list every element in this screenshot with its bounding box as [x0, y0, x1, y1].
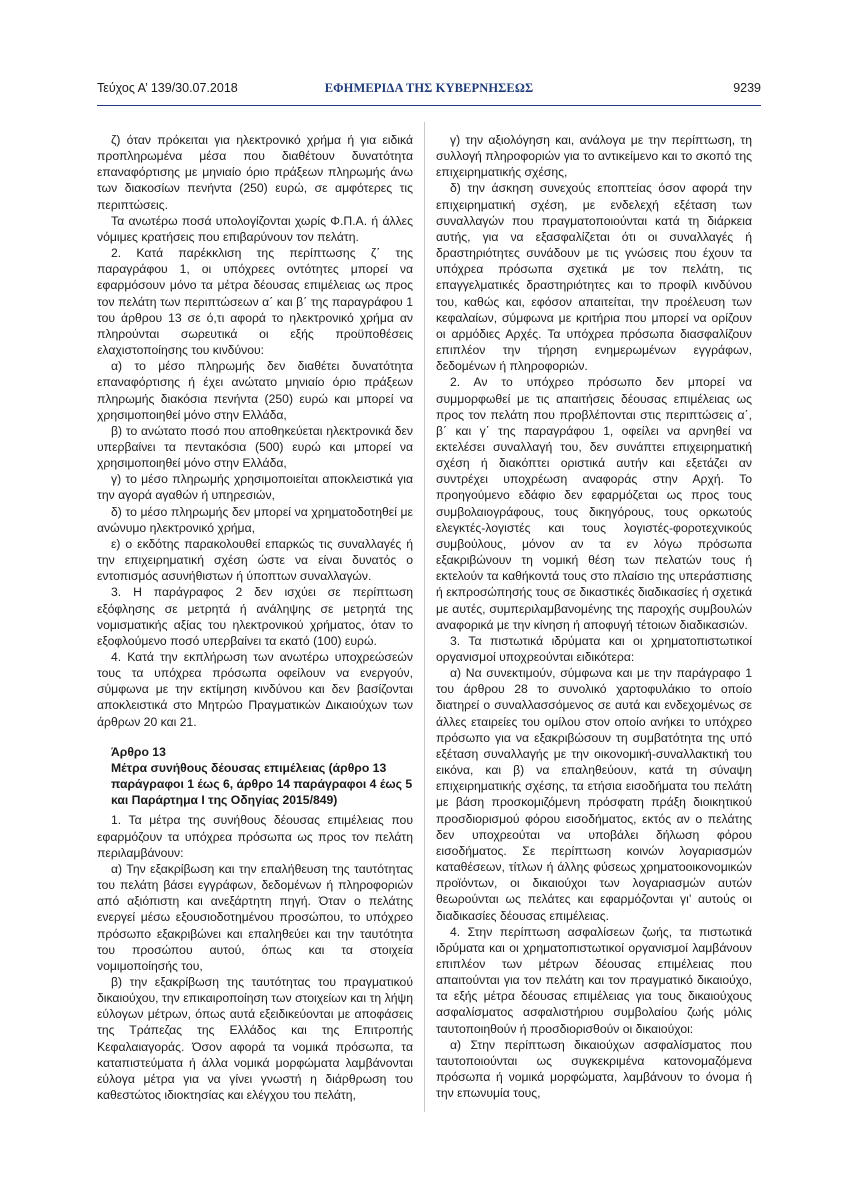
- page-number: 9239: [733, 81, 761, 95]
- paragraph: 1. Τα μέτρα της συνήθους δέουσας επιμέλειας που εφαρμόζουν τα υπόχρεα πρόσωπα ως προς τον πελάτη περιλαμβάνουν:: [97, 813, 413, 860]
- paragraph: 2. Κατά παρέκκλιση της περίπτωσης ζ΄ της παραγράφου 1, οι υπόχρεες οντότητες μπορεί να εφαρμόσουν μόνο τα μέτρα δέουσας επιμέλειας ως προς τον πελάτη των περιπτώσεων α΄ και β΄ της παραγράφου 1 του άρθρου 13 σε ό,τι αφορά το ηλεκτρονικό χρήμα αν πληρούνται σωρευτικά οι εξής προϋποθέσεις ελαχιστοποίησης του κινδύνου:: [97, 246, 413, 358]
- paragraph: δ) την άσκηση συνεχούς εποπτείας όσον αφορά την επιχειρηματική σχέση, με ενδελεχή εξέταση των συναλλαγών που πραγματοποιούνται κατά τη διάρκεια αυτής, για να εξασφαλίζεται ότι οι συναλλαγές ή δραστηριότητες συνάδουν με τις γνώσεις που έχουν τα υπόχρεα πρόσωπα σχετικά με τον πελάτη, τις επαγγελματικές δραστηριότητες και το προφίλ κινδύνου του, καθώς και, εφόσον απαιτείται, την προέλευση των κεφαλαίων, σύμφωνα με κριτήρια που μπορεί να ορίζουν οι αρμόδιες Αρχές. Τα υπόχρεα πρόσωπα διασφαλίζουν επιπλέον την τήρηση ενημερωμένων εγγράφων, δεδομένων ή πληροφοριών.: [436, 181, 752, 374]
- paragraph: α) Την εξακρίβωση και την επαλήθευση της ταυτότητας του πελάτη βάσει εγγράφων, δεδομένων ή πληροφοριών από αξιόπιστη και ανεξάρτητη πηγή. Όταν ο πελάτης ενεργεί μέσω εξουσιοδοτημένου προσώπου, το υπόχρεο πρόσωπο εξακριβώνει και επαληθεύει και την ταυτότητα του προσώπου αυτού, όπως και τα στοιχεία νομιμοποίησής του,: [97, 861, 413, 973]
- paragraph: δ) το μέσο πληρωμής δεν μπορεί να χρηματοδοτηθεί με ανώνυμο ηλεκτρονικό χρήμα,: [97, 504, 413, 535]
- paragraph: Τα ανωτέρω ποσά υπολογίζονται χωρίς Φ.Π.Α. ή άλλες νόμιμες κρατήσεις που επιβαρύνουν τον πελάτη.: [97, 213, 413, 244]
- gazette-title: ΕΦΗΜΕΡΙΔΑ ΤΗΣ ΚΥΒΕΡΝΗΣΕΩΣ: [324, 81, 534, 95]
- header-rule: [97, 105, 761, 106]
- paragraph: 2. Αν το υπόχρεο πρόσωπο δεν μπορεί να συμμορφωθεί με τις απαιτήσεις δέουσας επιμέλειας ως προς τον πελάτη που προβλέπονται στις περιπτώσεις α΄, β΄ και γ΄ της παραγράφου 1, οφείλει να αρνηθεί να εκτελέσει συναλλαγή του, δεν συνάπτει επιχειρηματική σχέση ή διακόπτει οριστικά αυτήν και εξετάζει αν συντρέχει υποχρέωση αναφοράς στην Αρχή. Το προηγούμενο εδάφιο δεν εφαρμόζεται ως προς τους συμβολαιογράφους, τους δικηγόρους, τους ορκωτούς ελεγκτές-λογιστές και τους λογιστές-φοροτεχνικούς συμβούλους, μόνον αν τα εν λόγω πρόσωπα εξακριβώνουν τη νομική θέση των πελατών τους ή εκτελούν τα καθήκοντά τους στο πλαίσιο της υπεράσπισης ή εκπροσώπησής τους σε δικαστικές διαδικασίες ή σχετικά με αυτές, συμπεριλαμβανομένης της παροχής συμβουλών αναφορικά με την κίνηση ή αποφυγή τέτοιων διαδικασιών.: [436, 375, 752, 632]
- paragraph: 3. Η παράγραφος 2 δεν ισχύει σε περίπτωση εξόφλησης σε μετρητά ή ανάληψης σε μετρητά της νομισματικής αξίας του ηλεκτρονικού χρήματος, όταν το εξοφλούμενο ποσό υπερβαίνει τα εκατό (100) ευρώ.: [97, 585, 413, 648]
- article-title: Μέτρα συνήθους δέουσας επιμέλειας (άρθρο 13 παράγραφοι 1 έως 6, άρθρο 14 παράγραφοι 4 έως 5 και Παράρτημα Ι της Οδηγίας 2015/849): [111, 760, 413, 808]
- right-column: [436, 132, 752, 1101]
- paragraph: γ) την αξιολόγηση και, ανάλογα με την περίπτωση, τη συλλογή πληροφοριών για το αντικείμενο και το σκοπό της επιχειρηματικής σχέσης,: [436, 133, 752, 180]
- paragraph: 4. Κατά την εκπλήρωση των ανωτέρω υποχρεώσεών τους τα υπόχρεα πρόσωπα οφείλουν να ενεργούν, σύμφωνα με την εκτίμηση κινδύνου και δεν βασίζονται αποκλειστικά στο Μητρώο Πραγματικών Δικαιούχων των άρθρων 20 και 21.: [97, 650, 413, 729]
- paragraph: α) Στην περίπτωση δικαιούχων ασφαλίσματος που ταυτοποιούνται ως συγκεκριμένα κατονομαζόμενα πρόσωπα ή νομικά μορφώματα, λαμβάνουν το όνομα ή την επωνυμία τους,: [436, 1037, 752, 1101]
- issue-label: Τεύχος Α’ 139/30.07.2018: [97, 81, 238, 95]
- paragraph: 3. Τα πιστωτικά ιδρύματα και οι χρηματοπιστωτικοί οργανισμοί υποχρεούνται ειδικότερα:: [436, 633, 752, 664]
- paragraph: β) το ανώτατο ποσό που αποθηκεύεται ηλεκτρονικά δεν υπερβαίνει τα πεντακόσια (500) ευρώ και μπορεί να χρησιμοποιηθεί μόνο στην Ελλάδα,: [97, 423, 413, 471]
- left-column: [97, 132, 413, 1103]
- paragraph: α) το μέσο πληρωμής δεν διαθέτει δυνατότητα επαναφόρτισης ή έχει ανώτατο μηνιαίο όριο πράξεων πληρωμής διακόσια πενήντα (250) ευρώ και μπορεί να χρησιμοποιηθεί μόνο στην Ελλάδα,: [97, 359, 413, 422]
- paragraph: α) Να συνεκτιμούν, σύμφωνα και με την παράγραφο 1 του άρθρου 28 το συνολικό χαρτοφυλάκιο το οποίο διατηρεί ο συναλλασσόμενος σε αυτά και ενδεχομένως σε άλλες εταιρείες του ομίλου στον οποίο ανήκει το υπόχρεο πρόσωπο για να εξακριβώσουν τη συμβατότητα της υπό εξέταση συναλλαγής με την οικονομική-συναλλακτική του εικόνα, και β) να επαληθεύουν, κατά τη σύναψη επιχειρηματικής σχέσης, τα ετήσια εισοδήματα του πελάτη με βάση προσκομιζόμενη πρόσφατη πράξη διοικητικού προσδιορισμού φόρου εισοδήματος, εκτός αν ο πελάτης δεν υποχρεούται να υποβάλει δήλωση φόρου εισοδήματος. Σε περίπτωση κοινών λογαριασμών καταθέσεων, τίτλων ή άλλης φύσεως χρηματοοικονομικών προϊόντων, οι δικαιούχοι των λογαριασμών αυτών θεωρούνται ως πελάτες και εφαρμόζονται γι’ αυτούς οι διαδικασίες δέουσας επιμέλειας.: [436, 666, 752, 923]
- column-divider: [424, 122, 425, 1112]
- paragraph: γ) το μέσο πληρωμής χρησιμοποιείται αποκλειστικά για την αγορά αγαθών ή υπηρεσιών,: [97, 472, 413, 503]
- paragraph: ε) ο εκδότης παρακολουθεί επαρκώς τις συναλλαγές ή την επιχειρηματική σχέση ώστε να είναι δυνατός ο εντοπισμός ασυνήθιστων ή ύποπτων συναλλαγών.: [97, 536, 413, 584]
- paragraph: ζ) όταν πρόκειται για ηλεκτρονικό χρήμα ή για ειδικά προπληρωμένα μέσα που διαθέτουν δυνατότητα επαναφόρτισης με μηνιαίο όριο πράξεων πληρωμής άνω των διακοσίων πενήντα (250) ευρώ, σε αμφότερες τις περιπτώσεις.: [97, 133, 413, 212]
- article-number: Άρθρο 13: [111, 744, 166, 759]
- paragraph: 4. Στην περίπτωση ασφαλίσεων ζωής, τα πιστωτικά ιδρύματα και οι χρηματοπιστωτικοί οργανισμοί λαμβάνουν επιπλέον των μέτρων δέουσας επιμέλειας που απαιτούνται για τον πελάτη και τον πραγματικό δικαιούχο, τα εξής μέτρα δέουσας επιμέλειας για τους δικαιούχους ασφαλίσματος ασφαλιστήριου συμβολαίου ζωής μόλις ταυτοποιηθούν ή προσδιορισθούν οι δικαιούχοι:: [436, 924, 752, 1036]
- paragraph: β) την εξακρίβωση της ταυτότητας του πραγματικού δικαιούχου, την επικαιροποίηση των στοιχείων και τη λήψη εύλογων μέτρων, όπως αυτά εξειδικεύονται με αποφάσεις της Τράπεζας της Ελλάδος και της Επιτροπής Κεφαλαιαγοράς. Όσον αφορά τα νομικά πρόσωπα, τα καταπιστεύματα ή άλλα νομικά μορφώματα λαμβάνονται εύλογα μέτρα για να γίνει γνωστή η διάρθρωση του καθεστώτος ιδιοκτησίας και ελέγχου του πελάτη,: [97, 974, 413, 1103]
- page-header: [97, 81, 761, 101]
